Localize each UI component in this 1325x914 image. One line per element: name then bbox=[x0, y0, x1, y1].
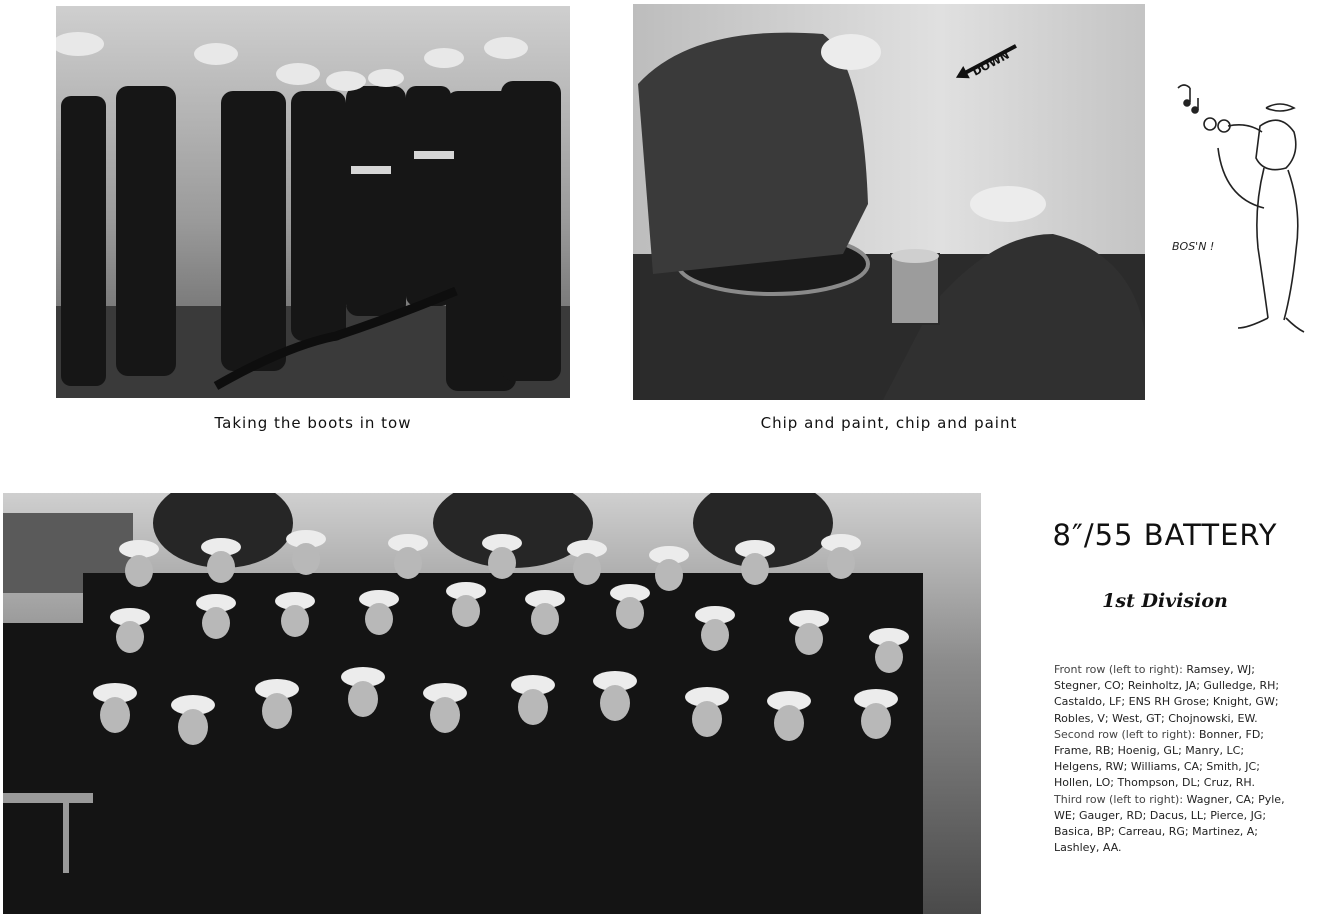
photo-paint-illustration bbox=[633, 4, 1145, 400]
photo-boots-in-tow bbox=[56, 6, 570, 398]
caption-photo-boots: Taking the boots in tow bbox=[214, 414, 412, 432]
bosun-label: BOS'N ! bbox=[1172, 240, 1215, 253]
bosun-cartoon bbox=[1168, 78, 1306, 358]
photo-boots-illustration bbox=[56, 6, 570, 398]
roster-front-names: Ramsey, WJ; Stegner, CO; Reinholtz, JA; Gulledge, RH; Castaldo, LF; ENS RH Grose; Knight, GW; Robles, V; West, GT; Chojnowski, EW. bbox=[1054, 663, 1280, 725]
photo-group-battery bbox=[3, 493, 981, 914]
roster-front-label: Front row (left to right): bbox=[1054, 663, 1183, 676]
roster bbox=[1054, 662, 1286, 856]
roster-second-names: Bonner, FD; Frame, RB; Hoenig, GL; Manry, LC; Helgens, RW; Williams, CA; Smith, JC; Hollen, LO; Thompson, DL; Cruz, RH. bbox=[1054, 727, 1264, 790]
photo-chip-and-paint bbox=[633, 4, 1145, 400]
roster-front-row bbox=[1054, 662, 1286, 727]
roster-third-names: Wagner, CA; Pyle, WE; Gauger, RD; Dacus, LL; Pierce, JG; Basica, BP; Carreau, RG; Martinez, A; Lashley, AA. bbox=[1054, 792, 1285, 855]
roster-second-row bbox=[1054, 727, 1286, 792]
down-sign-text: DOWN bbox=[970, 48, 1012, 79]
group-photo-illustration bbox=[3, 493, 981, 914]
bosun-cartoon-drawing bbox=[1168, 78, 1306, 358]
roster-second-label: Second row (left to right): bbox=[1054, 727, 1196, 741]
battery-title: 8″/55 BATTERY bbox=[1052, 518, 1278, 552]
caption-photo-paint: Chip and paint, chip and paint bbox=[760, 414, 1018, 432]
roster-third-row bbox=[1054, 792, 1286, 857]
roster-third-label: Third row (left to right): bbox=[1054, 792, 1184, 806]
division-title: 1st Division bbox=[1102, 590, 1228, 612]
